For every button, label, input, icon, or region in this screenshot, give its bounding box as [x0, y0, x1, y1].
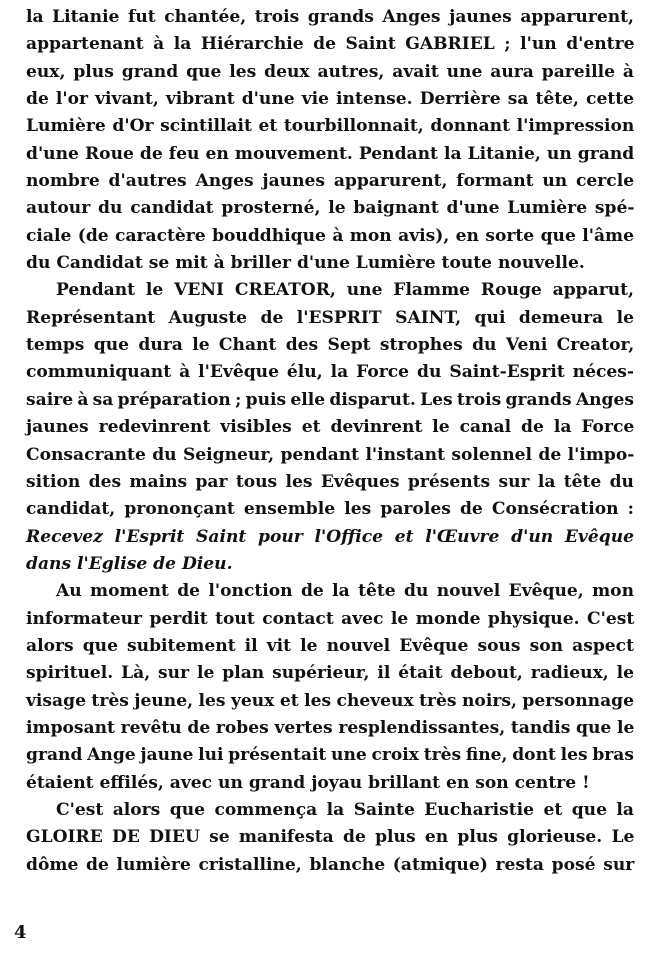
text-line: de l'or vivant, vibrant d'une vie intense. Derrière sa tête, cette: [26, 89, 634, 110]
text-line: étaient effilés, avec un grand joyau brillant en son centre !: [26, 772, 590, 793]
text-line: d'une Roue de feu en mouvement. Pendant la Litanie, un grand: [26, 143, 635, 164]
text-line: communiquant à l'Evêque élu, la Force du Saint-Esprit néces-: [26, 362, 634, 383]
text-line: alors que subitement il vit le nouvel Evêque sous son aspect: [26, 635, 634, 656]
page-number: 4: [14, 922, 27, 943]
text-line: informateur perdit tout contact avec le monde physique. C'est: [26, 608, 635, 629]
text-line: sition des mains par tous les Evêques présents sur la tête du: [26, 471, 634, 492]
text-line: Au moment de l'onction de la tête du nouvel Evêque, mon: [56, 581, 634, 602]
document-page: [26, 4, 634, 879]
text-line: nombre d'autres Anges jaunes apparurent, formant un cercle: [26, 171, 635, 192]
text-line: autour du candidat prosterné, le baignant d'une Lumière spé-: [26, 198, 635, 219]
text-line: visage très jeune, les yeux et les cheveux très noirs, personnage: [26, 690, 634, 711]
text-line: temps que dura le Chant des Sept strophes du Veni Creator,: [26, 335, 635, 356]
text-line: grand Ange jaune lui présentait une croix très fine, dont les bras: [26, 745, 634, 766]
text-line: du Candidat se mit à briller d'une Lumière toute nouvelle.: [26, 253, 585, 274]
text-line: la Litanie fut chantée, trois grands Anges jaunes apparurent,: [26, 7, 634, 27]
text-line: ciale (de caractère bouddhique à mon avis), en sorte que l'âme: [26, 225, 634, 246]
text-line: eux, plus grand que les deux autres, avait une aura pareille à: [26, 61, 634, 82]
paragraph-4: [26, 797, 634, 879]
text-line: C'est alors que commença la Sainte Eucharistie et que la: [56, 799, 634, 820]
paragraph-2: [26, 277, 634, 578]
text-line: saire à sa préparation ; puis elle disparut. Les trois grands Anges: [26, 389, 634, 410]
text-line: candidat, prononçant ensemble les paroles de Consécration :: [26, 499, 634, 520]
text-line: dôme de lumière cristalline, blanche (atmique) resta posé sur: [26, 854, 635, 875]
text-line: Lumière d'Or scintillait et tourbillonnait, donnant l'impression: [26, 116, 635, 137]
text-line: Consacrante du Seigneur, pendant l'instant solennel de l'impo-: [26, 444, 635, 465]
italic-text-line: Recevez l'Esprit Saint pour l'Office et l'Œuvre d'un Evêque: [26, 526, 634, 547]
paragraph-3: [26, 578, 634, 797]
text-line: spirituel. Là, sur le plan supérieur, il était debout, radieux, le: [26, 663, 634, 684]
text-line: appartenant à la Hiérarchie de Saint GABRIEL ; l'un d'entre: [26, 34, 635, 55]
italic-text-line: dans l'Eglise de Dieu.: [26, 553, 233, 574]
paragraph-1: [26, 4, 634, 277]
text-line: jaunes redevinrent visibles et devinrent le canal de la Force: [26, 417, 635, 438]
text-line: imposant revêtu de robes vertes resplendissantes, tandis que le: [26, 717, 635, 738]
text-line: Représentant Auguste de l'ESPRIT SAINT, qui demeura le: [26, 307, 634, 328]
text-line: GLOIRE DE DIEU se manifesta de plus en plus glorieuse. Le: [26, 827, 635, 848]
text-line: Pendant le VENI CREATOR, une Flamme Rouge apparut,: [56, 280, 634, 301]
